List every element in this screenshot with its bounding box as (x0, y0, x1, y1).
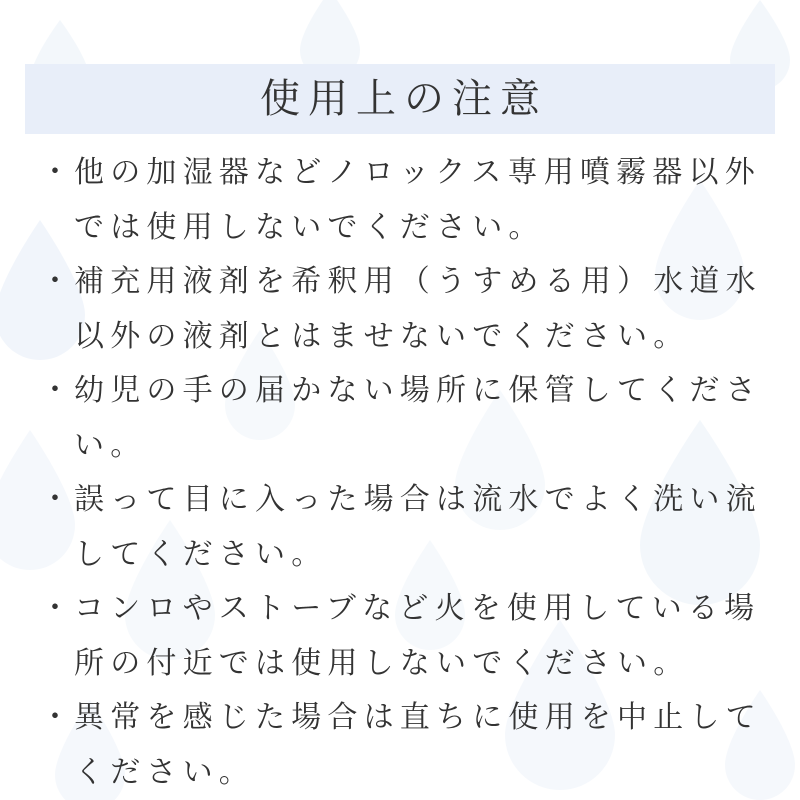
list-item-text: ください。 (74, 754, 255, 790)
list-item-text: 異常を感じた場合は直ちに使用を中止して (74, 700, 762, 735)
list-item-text: い。 (74, 427, 147, 463)
list-item (40, 146, 770, 255)
list-item-text: してください。 (74, 536, 328, 572)
bullet-icon: ・ (40, 155, 70, 190)
bullet-icon: ・ (40, 591, 70, 626)
list-item-text: 補充用液剤を希釈用（うすめる用）水道水 (74, 264, 762, 299)
list-item (40, 473, 770, 582)
list-item-text: 他の加湿器などノロックス専用噴霧器以外 (74, 155, 761, 190)
list-item-text: 以外の液剤とはませないでください。 (74, 318, 690, 354)
bullet-icon: ・ (40, 264, 70, 299)
list-item (40, 255, 770, 364)
list-item (40, 582, 770, 691)
list-item (40, 364, 770, 473)
list-item-text: 幼児の手の届かない場所に保管してくださ (74, 373, 762, 408)
list-item (40, 691, 770, 800)
bullet-icon: ・ (40, 482, 70, 517)
title-banner (25, 64, 775, 134)
page-title: 使用上の注意 (260, 76, 548, 122)
list-item-text: 所の付近では使用しないでください。 (74, 645, 690, 681)
bullet-icon: ・ (40, 700, 70, 735)
list-item-text: では使用しないでください。 (74, 209, 545, 245)
bullet-icon: ・ (40, 373, 70, 408)
list-item-text: コンロやストーブなど火を使用している場 (74, 591, 761, 626)
caution-list (40, 146, 770, 800)
list-item-text: 誤って目に入った場合は流水でよく洗い流 (74, 482, 762, 517)
